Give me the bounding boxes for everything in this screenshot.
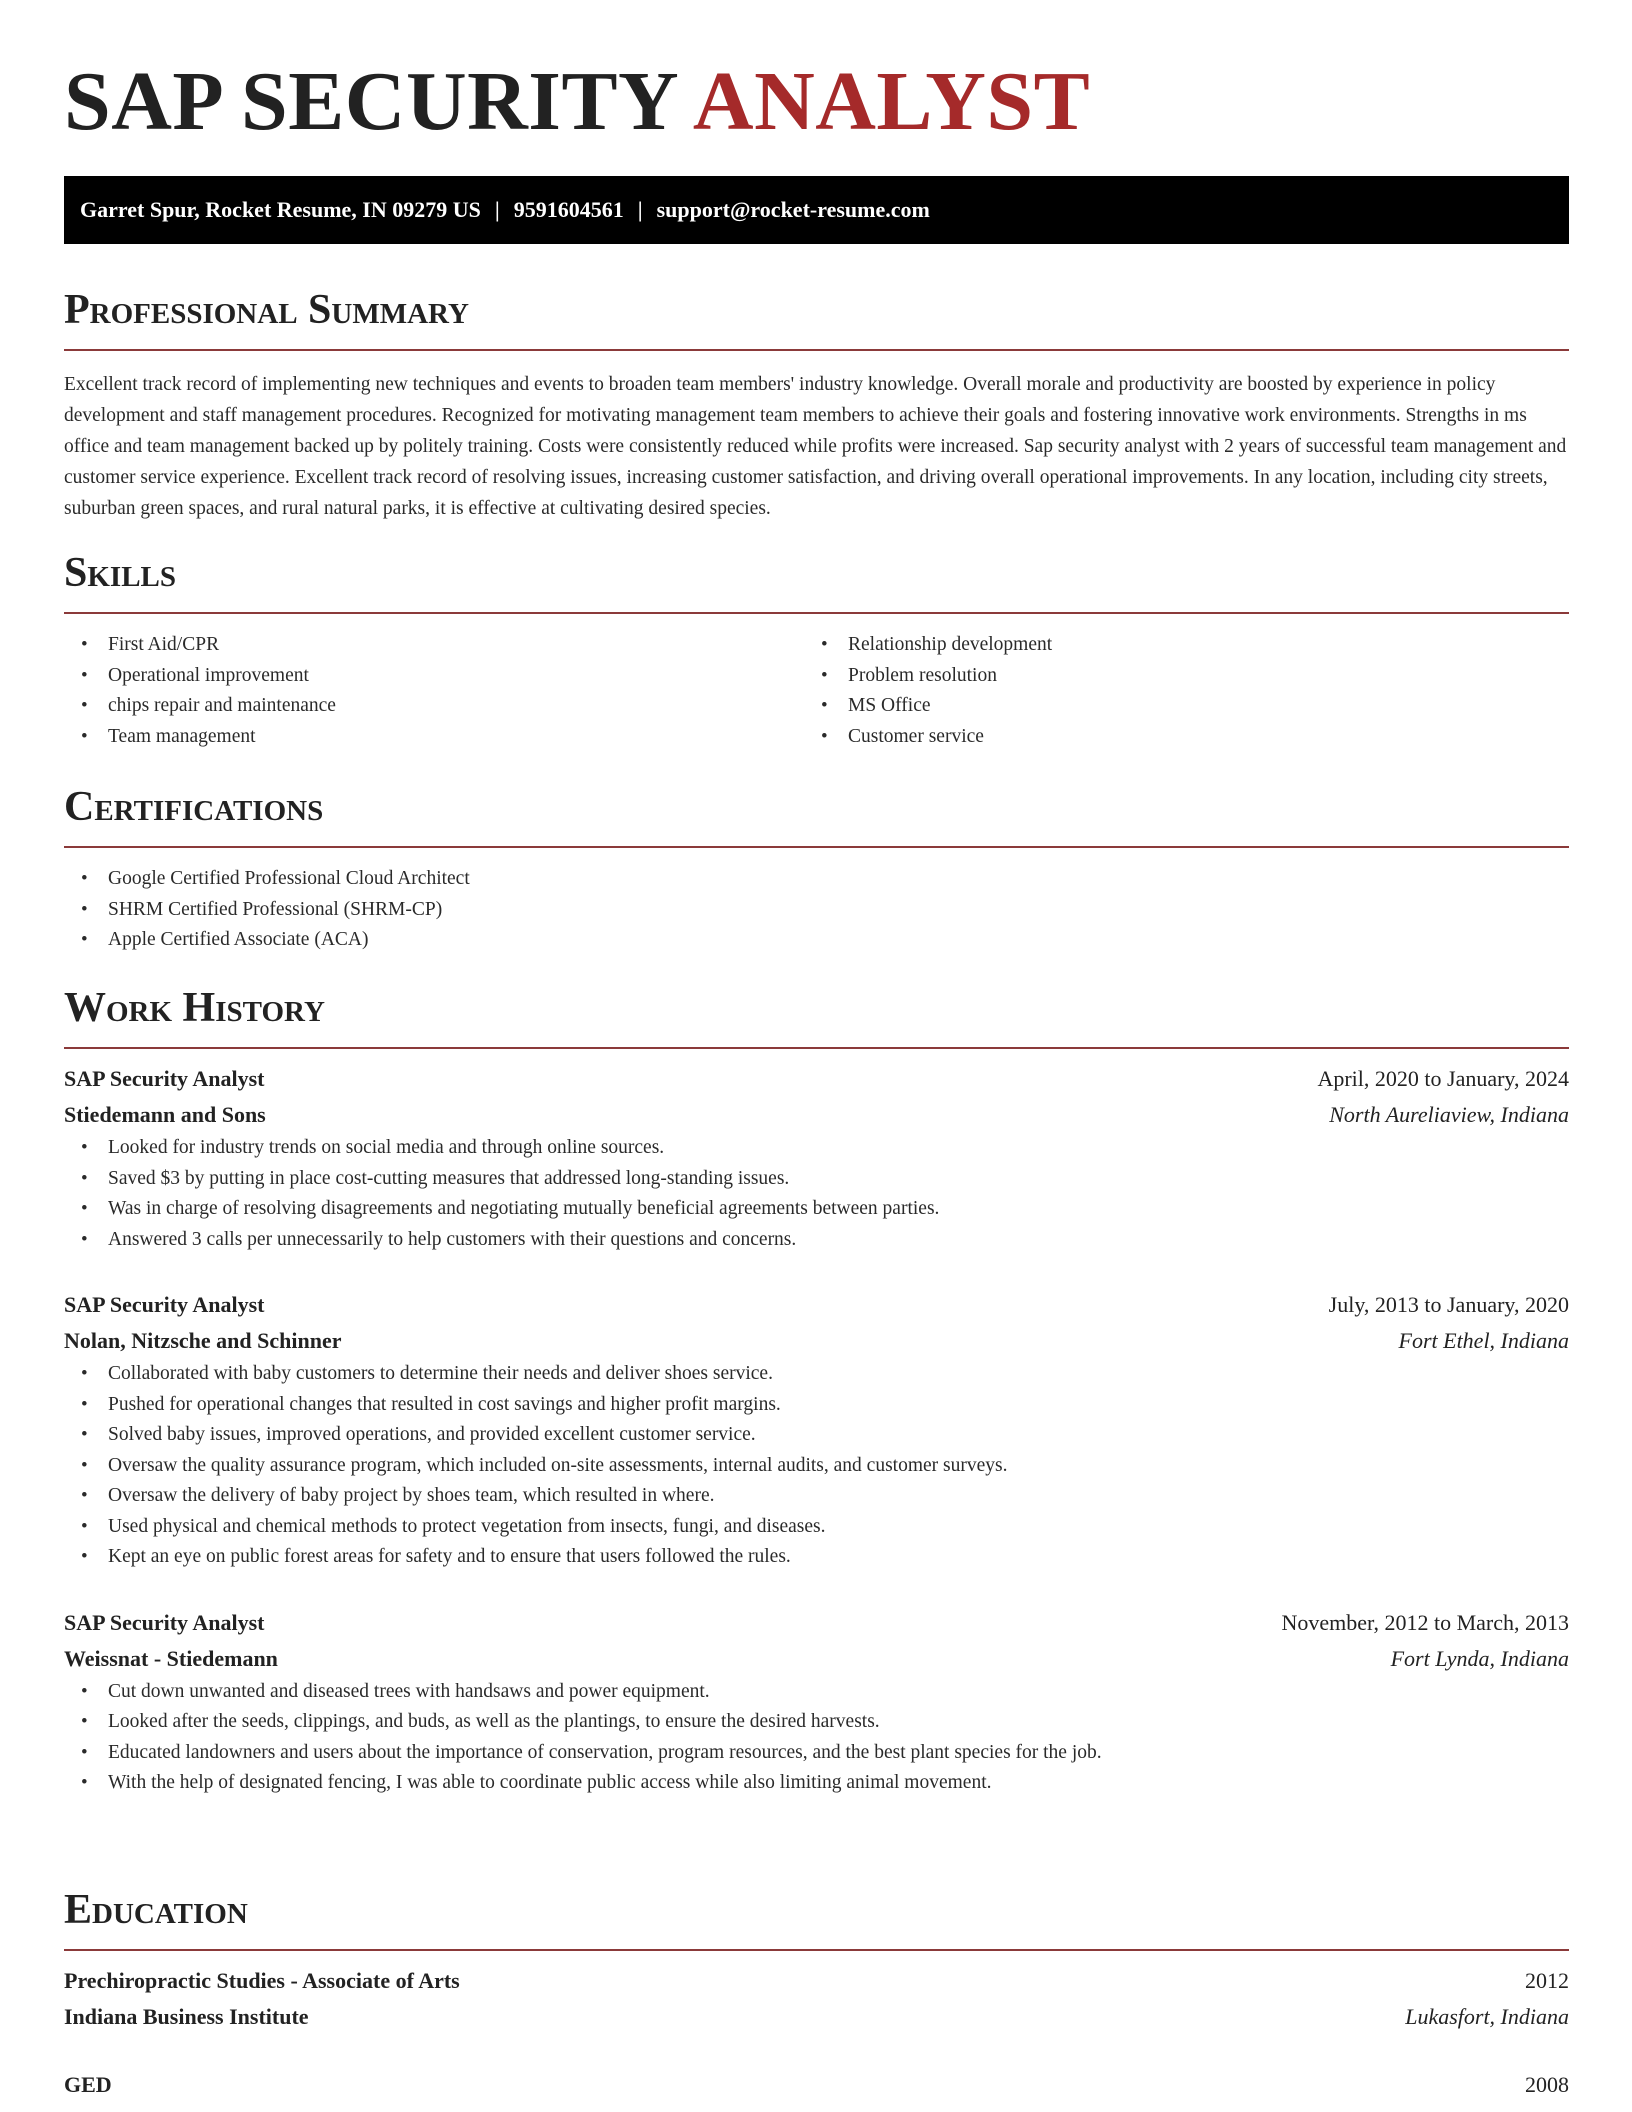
job-dates: April, 2020 to January, 2024 [1317,1066,1569,1091]
education-degree: Prechiropractic Studies - Associate of Arts [64,1968,460,1993]
contact-separator: | [494,197,500,222]
contact-phone[interactable]: 9591604561 [513,197,624,222]
job-title: SAP Security Analyst [64,1066,265,1091]
job-bullet: • Pushed for operational changes that resulted in cost savings and higher profit margins. [64,1390,1569,1421]
education-year: 2008 [1525,2072,1569,2097]
section-divider [64,846,1569,848]
certification-item: • SHRM Certified Professional (SHRM-CP) [64,895,1569,926]
skills-grid [64,630,1569,752]
contact-email[interactable]: support@rocket-resume.com [656,197,930,222]
job-company: Stiedemann and Sons [64,1102,266,1127]
skills-section [64,548,1569,752]
job-location: Fort Lynda, Indiana [1390,1645,1569,1671]
education-school: Indiana Business Institute [64,2004,309,2029]
title-part-1: SAP SECURITY [64,55,677,148]
section-divider [64,1047,1569,1049]
job-bullet: • Looked after the seeds, clippings, and buds, as well as the plantings, to ensure the desired harvests. [64,1707,1569,1738]
job-company: Weissnat - Stiedemann [64,1645,278,1671]
skill-item: • MS Office [804,691,1544,722]
job-header-row [64,1287,1569,1323]
job-bullet: • Looked for industry trends on social media and through online sources. [64,1133,1569,1164]
job-location: Fort Ethel, Indiana [1398,1328,1569,1353]
skill-item: • Problem resolution [804,661,1544,692]
job-bullet: • Oversaw the delivery of baby project by shoes team, which resulted in where. [64,1481,1569,1512]
section-divider [64,1949,1569,1951]
job-location: North Aureliaview, Indiana [1329,1102,1569,1127]
job-bullet: • Collaborated with baby customers to determine their needs and deliver shoes service. [64,1359,1569,1390]
skills-column-right [804,630,1544,752]
job-company-row [64,1641,1569,1677]
work-history-section [64,983,1569,1799]
section-divider [64,612,1569,614]
skill-item: • First Aid/CPR [64,630,804,661]
job-bullet: • Cut down unwanted and diseased trees with handsaws and power equipment. [64,1677,1569,1708]
contact-bar [64,176,1569,244]
job-bullet: • Solved baby issues, improved operations, and provided excellent customer service. [64,1420,1569,1451]
job-bullets [64,1677,1569,1799]
resume-page [64,0,1569,2097]
education-entry [64,2067,1569,2103]
job-entry [64,1061,1569,1255]
job-entry [64,1605,1569,1799]
job-company-row [64,1097,1569,1133]
job-bullets [64,1133,1569,1255]
certification-item: • Google Certified Professional Cloud Architect [64,864,1569,895]
title-part-2: ANALYST [692,55,1091,148]
job-title: SAP Security Analyst [64,1292,265,1317]
job-company: Nolan, Nitzsche and Schinner [64,1328,342,1353]
education-heading: Education [64,1887,248,1933]
resume-title [64,0,1569,152]
contact-separator: | [637,197,643,222]
education-location: Lukasfort, Indiana [1405,2004,1569,2029]
education-degree: GED [64,2072,112,2097]
job-header-row [64,1061,1569,1097]
skill-item: • Team management [64,722,804,753]
work-history-heading: Work History [64,985,325,1031]
job-title: SAP Security Analyst [64,1609,265,1635]
education-section [64,1885,1569,2103]
skill-item: • chips repair and maintenance [64,691,804,722]
job-dates: July, 2013 to January, 2020 [1328,1292,1569,1317]
certifications-list [64,864,1569,956]
job-bullet: • Kept an eye on public forest areas for safety and to ensure that users followed the rules. [64,1542,1569,1573]
skill-item: • Relationship development [804,630,1544,661]
certification-item: • Apple Certified Associate (ACA) [64,925,1569,956]
job-bullet: • Oversaw the quality assurance program, which included on-site assessments, internal audits, and customer surveys. [64,1451,1569,1482]
job-entry [64,1287,1569,1573]
certifications-section [64,782,1569,956]
education-school-row [64,1999,1569,2035]
summary-text: Excellent track record of implementing new techniques and events to broaden team members' industry knowledge. Overall morale and productivity are boosted by experience in policy development and staff management procedures. Recognized for motivating management team members to achieve their goals and fostering innovative work environments. Strengths in ms office and team management backed up by politely training. Costs were consistently reduced while profits were increased. Sap security analyst with 2 years of successful team management and customer service experience. Excellent track record of resolving issues, increasing customer satisfaction, and driving overall operational improvements. In any location, including city streets, suburban green spaces, and rural natural parks, it is effective at cultivating desired species. [64,374,1567,519]
section-divider [64,349,1569,351]
education-entry [64,1963,1569,2035]
education-header-row [64,2067,1569,2103]
education-year: 2012 [1525,1968,1569,1993]
skill-item: • Customer service [804,722,1544,753]
contact-address: Garret Spur, Rocket Resume, IN 09279 US [80,197,481,222]
job-bullet: • Educated landowners and users about the importance of conservation, program resources, and the best plant species for the job. [64,1738,1569,1769]
education-header-row [64,1963,1569,1999]
skills-column-left [64,630,804,752]
skills-heading: Skills [64,550,177,596]
job-company-row [64,1323,1569,1359]
job-header-row [64,1605,1569,1641]
summary-section [64,285,1569,524]
job-bullet: • Used physical and chemical methods to protect vegetation from insects, fungi, and diseases. [64,1512,1569,1543]
job-bullet: • Saved $3 by putting in place cost-cutting measures that addressed long-standing issues. [64,1164,1569,1195]
job-bullet: • With the help of designated fencing, I was able to coordinate public access while also limiting animal movement. [64,1768,1569,1799]
skill-item: • Operational improvement [64,661,804,692]
job-bullet: • Answered 3 calls per unnecessarily to help customers with their questions and concerns. [64,1225,1569,1256]
job-dates: November, 2012 to March, 2013 [1281,1609,1569,1635]
certifications-heading: Certifications [64,784,324,830]
summary-heading: Professional Summary [64,287,469,333]
job-bullets [64,1359,1569,1573]
job-bullet: • Was in charge of resolving disagreements and negotiating mutually beneficial agreements between parties. [64,1194,1569,1225]
